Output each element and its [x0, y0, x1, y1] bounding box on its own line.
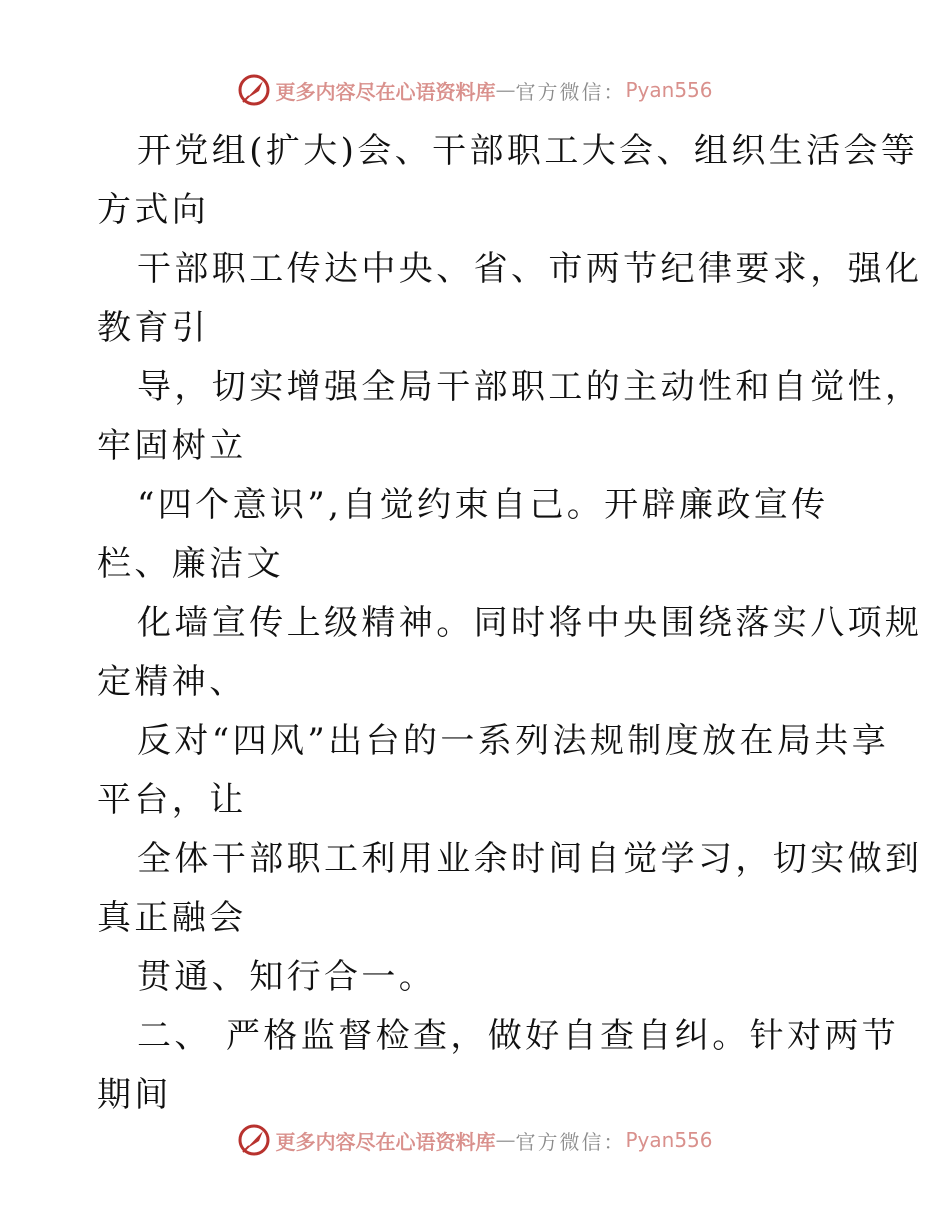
- body-line: 干部职工传达中央、省、市两节纪律要求，强化: [137, 249, 923, 289]
- body-line: 全体干部职工利用业余时间自觉学习，切实做到: [137, 839, 923, 879]
- watermark-account: Pyan556: [625, 78, 713, 102]
- body-line: 反对“四风”出台的一系列法规制度放在局共享: [137, 721, 890, 761]
- body-line: “四个意识”,自觉约束自己。开辟廉政宣传: [137, 485, 829, 525]
- quill-logo-icon: [237, 73, 271, 107]
- body-line: 开党组(扩大)会、干部职工大会、组织生活会等: [137, 131, 919, 171]
- watermark-text: 更多内容尽在心语资料库: [275, 79, 496, 104]
- body-line: 贯通、知行合一。: [137, 957, 437, 997]
- body-line: 导，切实增强全局干部职工的主动性和自觉性，: [137, 367, 923, 407]
- body-line: 牢固树立: [97, 426, 247, 466]
- header-watermark: [0, 70, 950, 110]
- watermark-separator: —: [495, 1128, 516, 1152]
- body-line: 平台，让: [97, 780, 247, 820]
- watermark-text: 更多内容尽在心语资料库: [275, 1129, 496, 1154]
- watermark-official-label: 官方微信：: [515, 79, 626, 104]
- body-line: 方式向: [97, 190, 210, 230]
- body-line: 教育引: [97, 308, 210, 348]
- body-line: 期间: [97, 1075, 172, 1115]
- body-line: 定精神、: [97, 662, 247, 702]
- section-heading-line: 二、 严格监督检查，做好自查自纠。针对两节: [137, 1016, 900, 1056]
- body-line: 真正融会: [97, 898, 247, 938]
- document-body: [97, 122, 923, 1125]
- watermark-official-label: 官方微信：: [515, 1129, 626, 1154]
- body-line: 栏、廉洁文: [97, 544, 284, 584]
- footer-watermark: [0, 1120, 950, 1160]
- watermark-account: Pyan556: [625, 1128, 713, 1152]
- quill-logo-icon: [237, 1123, 271, 1157]
- watermark-separator: —: [495, 78, 516, 102]
- body-line: 化墙宣传上级精神。同时将中央围绕落实八项规: [137, 603, 923, 643]
